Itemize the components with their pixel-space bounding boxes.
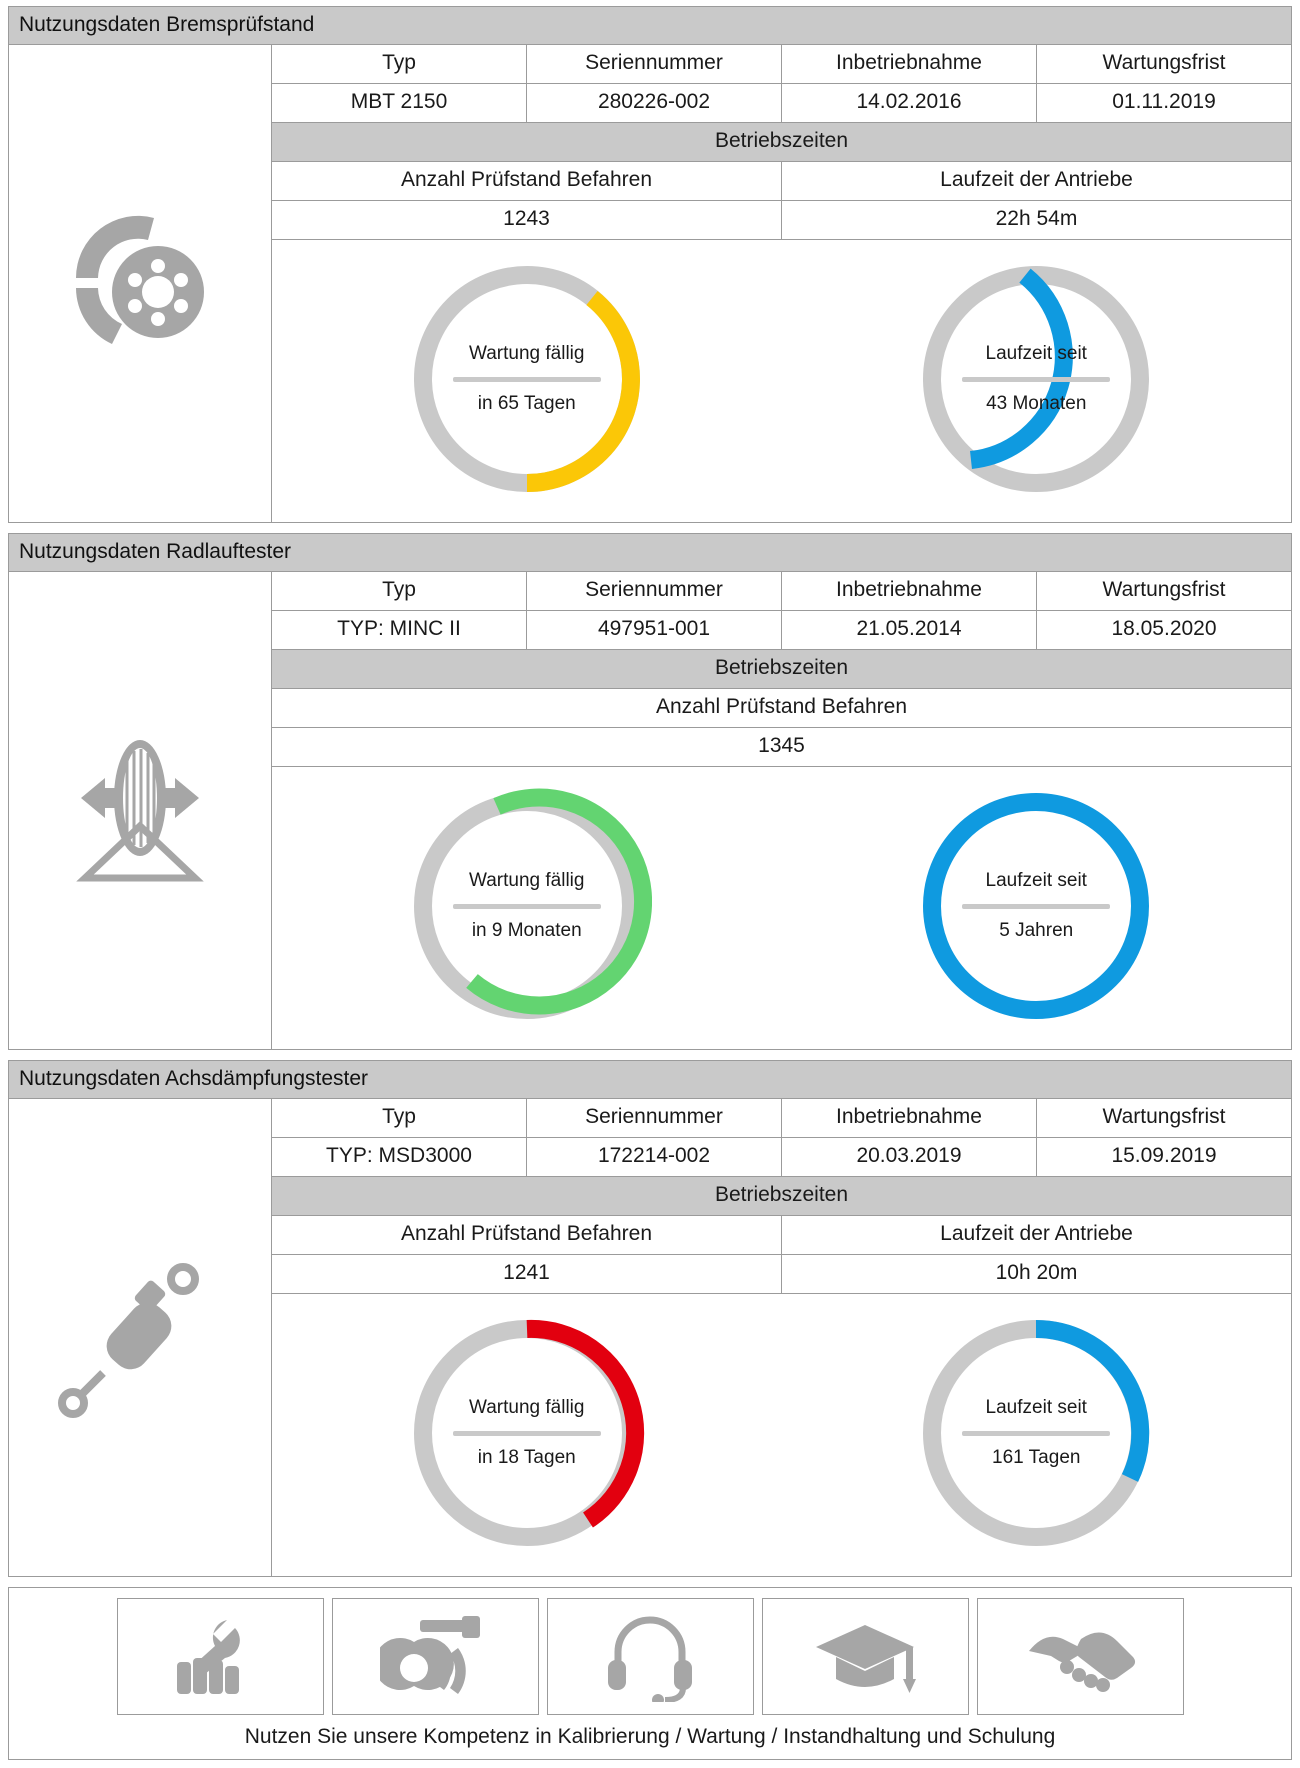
wheel-play-tester-icon: [9, 572, 272, 1049]
header-inbetriebnahme: Inbetriebnahme: [782, 572, 1037, 610]
sub-header-laufzeit: Laufzeit der Antriebe: [940, 1222, 1133, 1245]
value-inbetriebnahme: 21.05.2014: [782, 611, 1037, 649]
graduation-cap-icon: [762, 1598, 969, 1715]
value-typ: MBT 2150: [272, 84, 527, 122]
services-footer: [8, 1587, 1292, 1760]
gauge-label: Wartung fällig: [469, 869, 585, 891]
gauge-separator: [453, 377, 601, 382]
gauge-value: 43 Monaten: [986, 392, 1087, 414]
shock-absorber-icon: [9, 1099, 272, 1576]
gauge-laufzeit-seit: [911, 781, 1161, 1031]
gauge-wartung-faellig: [402, 781, 652, 1031]
header-typ: Typ: [272, 1099, 527, 1137]
gauge-label: Laufzeit seit: [985, 1396, 1087, 1418]
value-inbetriebnahme: 20.03.2019: [782, 1138, 1037, 1176]
value-seriennummer: 497951-001: [527, 611, 782, 649]
header-seriennummer: Seriennummer: [527, 572, 782, 610]
sub-value-row: [272, 728, 1291, 767]
value-typ: TYP: MSD3000: [272, 1138, 527, 1176]
value-seriennummer: 280226-002: [527, 84, 782, 122]
footer-text: Nutzen Sie unsere Kompetenz in Kalibrierung / Wartung / Instandhaltung und Schulung: [244, 1725, 1056, 1748]
panel-title: Nutzungsdaten Radlauftester: [9, 534, 1291, 572]
value-wartungsfrist: 01.11.2019: [1112, 90, 1216, 113]
table-row: [272, 611, 1291, 650]
gauge-separator: [453, 1431, 601, 1436]
section-band-betriebszeiten: Betriebszeiten: [272, 650, 1291, 689]
gauge-laufzeit-seit: [911, 1308, 1161, 1558]
gauge-separator: [453, 904, 601, 909]
table-row: [272, 1138, 1291, 1177]
gauge-group: [272, 240, 1291, 522]
panel-brake-tester: [8, 6, 1292, 523]
brake-disc-icon: [9, 45, 272, 522]
value-typ: TYP: MINC II: [272, 611, 527, 649]
sub-value-befahren: 1243: [272, 201, 782, 239]
gauge-group: [272, 1294, 1291, 1576]
table-header-row: [272, 1099, 1291, 1138]
value-wartungsfrist: 15.09.2019: [1111, 1144, 1217, 1167]
sub-header-row: [272, 1216, 1291, 1255]
sub-value-row: [272, 201, 1291, 240]
gauge-wartung-faellig: [402, 1308, 652, 1558]
sub-header-row: [272, 162, 1291, 201]
header-typ: Typ: [272, 572, 527, 610]
sub-header-befahren: Anzahl Prüfstand Befahren: [656, 695, 907, 718]
gauge-value: 161 Tagen: [992, 1446, 1081, 1468]
gauge-separator: [962, 377, 1110, 382]
header-seriennummer: Seriennummer: [527, 1099, 782, 1137]
panel-title: Nutzungsdaten Bremsprüfstand: [9, 7, 1291, 45]
value-inbetriebnahme: 14.02.2016: [782, 84, 1037, 122]
headset-icon: [547, 1598, 754, 1715]
header-seriennummer: Seriennummer: [527, 45, 782, 83]
panel-shock-absorber-tester: [8, 1060, 1292, 1577]
gauge-value: in 18 Tagen: [477, 1446, 576, 1468]
section-band-betriebszeiten: Betriebszeiten: [272, 123, 1291, 162]
wrench-hand-icon: [117, 1598, 324, 1715]
gauge-value: in 9 Monaten: [471, 919, 582, 941]
sub-header-row: [272, 689, 1291, 728]
sub-value-befahren: 1345: [758, 734, 805, 757]
sub-value-laufzeit: 10h 20m: [995, 1261, 1078, 1284]
sub-header-laufzeit: Laufzeit der Antriebe: [940, 168, 1133, 191]
data-table: [272, 1099, 1291, 1576]
value-seriennummer: 172214-002: [527, 1138, 782, 1176]
data-table: [272, 45, 1291, 522]
header-typ: Typ: [272, 45, 527, 83]
gauge-separator: [962, 904, 1110, 909]
data-table: [272, 572, 1291, 1049]
panel-title: Nutzungsdaten Achsdämpfungstester: [9, 1061, 1291, 1099]
table-header-row: [272, 572, 1291, 611]
gauge-value: in 65 Tagen: [477, 392, 576, 414]
table-header-row: [272, 45, 1291, 84]
sub-value-laufzeit: 22h 54m: [995, 207, 1078, 230]
gear-caliper-icon: [332, 1598, 539, 1715]
gauge-label: Laufzeit seit: [985, 869, 1087, 891]
section-band-betriebszeiten: Betriebszeiten: [272, 1177, 1291, 1216]
panel-body: [9, 572, 1291, 1049]
sub-header-befahren: Anzahl Prüfstand Befahren: [272, 162, 782, 200]
gauge-label: Wartung fällig: [469, 1396, 585, 1418]
gauge-wartung-faellig: [402, 254, 652, 504]
header-wartungsfrist: Wartungsfrist: [1102, 1105, 1226, 1128]
gauge-label: Wartung fällig: [469, 342, 585, 364]
sub-header-befahren: Anzahl Prüfstand Befahren: [272, 1216, 782, 1254]
header-wartungsfrist: Wartungsfrist: [1102, 51, 1226, 74]
footer-icon-row: [9, 1598, 1291, 1715]
value-wartungsfrist: 18.05.2020: [1111, 617, 1217, 640]
gauge-separator: [962, 1431, 1110, 1436]
sub-value-row: [272, 1255, 1291, 1294]
gauge-label: Laufzeit seit: [985, 342, 1087, 364]
header-wartungsfrist: Wartungsfrist: [1102, 578, 1226, 601]
header-inbetriebnahme: Inbetriebnahme: [782, 45, 1037, 83]
panel-wheel-play-tester: [8, 533, 1292, 1050]
gauge-laufzeit-seit: [911, 254, 1161, 504]
panel-body: [9, 45, 1291, 522]
gauge-value: 5 Jahren: [999, 919, 1074, 941]
table-row: [272, 84, 1291, 123]
sub-value-befahren: 1241: [272, 1255, 782, 1293]
gauge-group: [272, 767, 1291, 1049]
panel-body: [9, 1099, 1291, 1576]
header-inbetriebnahme: Inbetriebnahme: [782, 1099, 1037, 1137]
handshake-icon: [977, 1598, 1184, 1715]
